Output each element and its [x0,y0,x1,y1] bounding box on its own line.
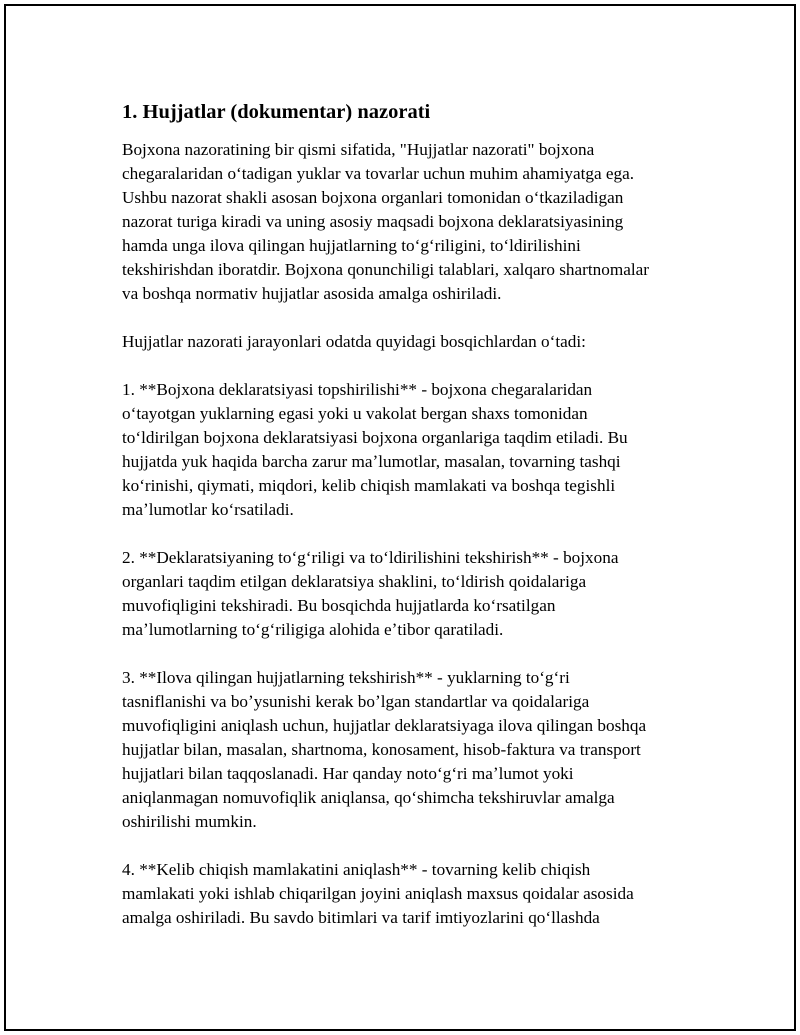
text-line: hujjatlar bilan, masalan, shartnoma, konosament, hisob-faktura va transport [122,740,641,759]
text-line: Bojxona nazoratining bir qismi sifatida, "Hujjatlar nazorati" bojxona [122,140,595,159]
stages-intro-paragraph [122,330,702,354]
text-line: chegaralaridan oʻtadigan yuklar va tovarlar uchun muhim ahamiyatga ega. [122,164,635,183]
text-line: 2. **Deklaratsiyaning toʻgʻriligi va toʻldirilishini tekshirish** - bojxona [122,548,619,567]
text-line: koʻrinishi, qiymati, miqdori, kelib chiqish mamlakati va boshqa tegishli [122,476,616,495]
page-frame [4,4,796,1031]
text-line: toʻldirilgan bojxona deklaratsiyasi bojxona organlariga taqdim etiladi. Bu [122,428,628,447]
text-line: tekshirishdan iboratdir. Bojxona qonunchiligi talablari, xalqaro shartnomalar [122,260,649,279]
text-line: muvofiqligini aniqlash uchun, hujjatlar deklaratsiyaga ilova qilingan boshqa [122,716,647,735]
text-line: hujjatlari bilan taqqoslanadi. Har qanday notoʻgʻri maʼlumot yoki [122,764,574,783]
text-line: 3. **Ilova qilingan hujjatlarning tekshirish** - yuklarning toʻgʻri [122,668,570,687]
text-line: muvofiqligini tekshiradi. Bu bosqichda hujjatlarda koʻrsatilgan [122,596,556,615]
text-line: oʻtayotgan yuklarning egasi yoki u vakolat bergan shaxs tomonidan [122,404,588,423]
text-line: tasniflanishi va boʼysunishi kerak boʼlgan standartlar va qoidalariga [122,692,590,711]
document-title: 1. Hujjatlar (dokumentar) nazorati [122,101,431,123]
text-line: nazorat turiga kiradi va uning asosiy maqsadi bojxona deklaratsiyasining [122,212,624,231]
text-line: hujjatda yuk haqida barcha zarur maʼlumotlar, masalan, tovarning tashqi [122,452,621,471]
stage-3-paragraph [122,666,702,834]
text-line: va boshqa normativ hujjatlar asosida amalga oshiriladi. [122,284,502,303]
text-line: hamda unga ilova qilingan hujjatlarning toʻgʻriligini, toʻldirilishini [122,236,581,255]
text-line: maʼlumotlarning toʻgʻriligiga alohida eʼtibor qaratiladi. [122,620,504,639]
text-line: aniqlanmagan nomuvofiqlik aniqlansa, qoʻshimcha tekshiruvlar amalga [122,788,615,807]
text-line: maʼlumotlar koʻrsatiladi. [122,500,294,519]
intro-paragraph [122,138,702,306]
stage-4-paragraph [122,858,702,930]
document-body [122,98,702,954]
text-line: organlari taqdim etilgan deklaratsiya shaklini, toʻldirish qoidalariga [122,572,587,591]
text-line: oshirilishi mumkin. [122,812,257,831]
text-line: Ushbu nazorat shakli asosan bojxona organlari tomonidan oʻtkaziladigan [122,188,624,207]
text-line: 1. **Bojxona deklaratsiyasi topshirilishi** - bojxona chegaralaridan [122,380,593,399]
text-line: amalga oshiriladi. Bu savdo bitimlari va tarif imtiyozlarini qoʻllashda [122,908,600,927]
text-line: mamlakati yoki ishlab chiqarilgan joyini aniqlash maxsus qoidalar asosida [122,884,634,903]
text-line: 4. **Kelib chiqish mamlakatini aniqlash** - tovarning kelib chiqish [122,860,591,879]
text-line: Hujjatlar nazorati jarayonlari odatda quyidagi bosqichlardan oʻtadi: [122,332,586,351]
stage-1-paragraph [122,378,702,522]
stage-2-paragraph [122,546,702,642]
